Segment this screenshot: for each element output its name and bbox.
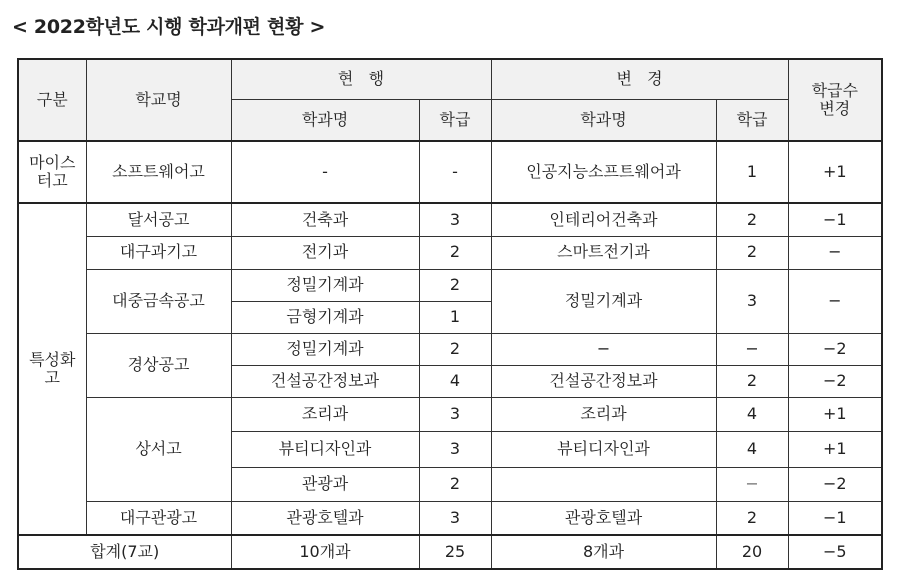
header-new-classes: 학급 (716, 99, 788, 141)
school-sangseo: 상서고 (86, 397, 231, 501)
school-daegu-gwagi: 대구과기고 (86, 236, 231, 269)
cell-new-dept: 스마트전기과 (491, 236, 716, 269)
cell-new-cls: 4 (716, 431, 788, 467)
reorganization-table (17, 58, 883, 570)
cell-new-dept: − (491, 333, 716, 365)
cell-cur-dept: 관광호텔과 (231, 501, 419, 535)
cell-new-dept: 건설공간정보과 (491, 365, 716, 397)
header-class-change-line1: 학급수 (811, 80, 858, 100)
header-school: 학교명 (86, 59, 231, 141)
group-special (18, 203, 86, 535)
cell-cur-cls: 1 (419, 301, 491, 333)
cell-cur-cls: 2 (419, 333, 491, 365)
total-new-dept: 8개과 (491, 535, 716, 569)
header-cur-dept: 학과명 (231, 99, 419, 141)
total-cur-dept: 10개과 (231, 535, 419, 569)
cell-new-dept: 인테리어건축과 (491, 203, 716, 236)
cell-cur-cls: 2 (419, 269, 491, 301)
header-cur-classes: 학급 (419, 99, 491, 141)
cell-new-dept: 뷰티디자인과 (491, 431, 716, 467)
group-meister (18, 141, 86, 203)
cell-change: −1 (788, 501, 882, 535)
cell-new-cls: 3 (716, 269, 788, 333)
school-daejung: 대중금속공고 (86, 269, 231, 333)
cell-new-cls: 2 (716, 365, 788, 397)
cell-cur-cls: 2 (419, 236, 491, 269)
cell-cur-dept: 전기과 (231, 236, 419, 269)
cell-new-dept: 조리과 (491, 397, 716, 431)
total-change: −5 (788, 535, 882, 569)
school-gyeongsang: 경상공고 (86, 333, 231, 397)
cell-cur-cls: 4 (419, 365, 491, 397)
header-current-label: 현 행 (337, 69, 385, 89)
header-changed-label: 변 경 (616, 69, 663, 89)
cell-cur-dept: 건설공간정보과 (231, 365, 419, 397)
cell-cur-cls: 3 (419, 431, 491, 467)
cell-change: +1 (788, 397, 882, 431)
school-software: 소프트웨어고 (86, 141, 231, 203)
cell-change: +1 (788, 431, 882, 467)
cell-change: − (788, 236, 882, 269)
school-daegu-tour: 대구관광고 (86, 501, 231, 535)
cell-new-cls: 2 (716, 203, 788, 236)
group-special-line1: 특성화 (29, 349, 76, 369)
cell-cur-cls: 3 (419, 501, 491, 535)
page-title: < 2022학년도 시행 학과개편 현황 > (12, 16, 326, 38)
cell-new-dept (491, 467, 716, 501)
header-new-dept: 학과명 (491, 99, 716, 141)
cell-change: −2 (788, 333, 882, 365)
header-gubun: 구분 (18, 59, 86, 141)
header-current (231, 59, 491, 99)
cell-new-cls: − (716, 467, 788, 501)
cell-change: −2 (788, 467, 882, 501)
total-label: 합계(7교) (18, 535, 231, 569)
cell-change: − (788, 269, 882, 333)
cell-change: +1 (788, 141, 882, 203)
cell-new-cls: 2 (716, 501, 788, 535)
school-dalseo: 달서공고 (86, 203, 231, 236)
cell-new-cls: 2 (716, 236, 788, 269)
group-special-line2: 고 (44, 368, 60, 387)
cell-cur-dept: 정밀기계과 (231, 333, 419, 365)
cell-cur-dept: 관광과 (231, 467, 419, 501)
cell-cur-cls: 2 (419, 467, 491, 501)
cell-new-dept: 관광호텔과 (491, 501, 716, 535)
cell-change: −1 (788, 203, 882, 236)
cell-new-dept: 정밀기계과 (491, 269, 716, 333)
group-meister-line1: 마이스 (29, 152, 76, 172)
cell-new-cls: 4 (716, 397, 788, 431)
total-new-cls: 20 (716, 535, 788, 569)
cell-cur-cls: 3 (419, 203, 491, 236)
cell-cur-cls: 3 (419, 397, 491, 431)
header-changed (491, 59, 788, 99)
total-cur-cls: 25 (419, 535, 491, 569)
group-meister-line2: 터고 (36, 171, 68, 190)
cell-cur-dept: 금형기계과 (231, 301, 419, 333)
header-class-change (788, 59, 882, 141)
cell-cur-dept: - (231, 141, 419, 203)
cell-new-dept: 인공지능소프트웨어과 (491, 141, 716, 203)
cell-cur-cls: - (419, 141, 491, 203)
cell-new-cls: 1 (716, 141, 788, 203)
cell-change: −2 (788, 365, 882, 397)
cell-cur-dept: 조리과 (231, 397, 419, 431)
cell-cur-dept: 정밀기계과 (231, 269, 419, 301)
header-class-change-line2: 변경 (819, 99, 851, 118)
cell-cur-dept: 건축과 (231, 203, 419, 236)
cell-new-cls: − (716, 333, 788, 365)
cell-cur-dept: 뷰티디자인과 (231, 431, 419, 467)
